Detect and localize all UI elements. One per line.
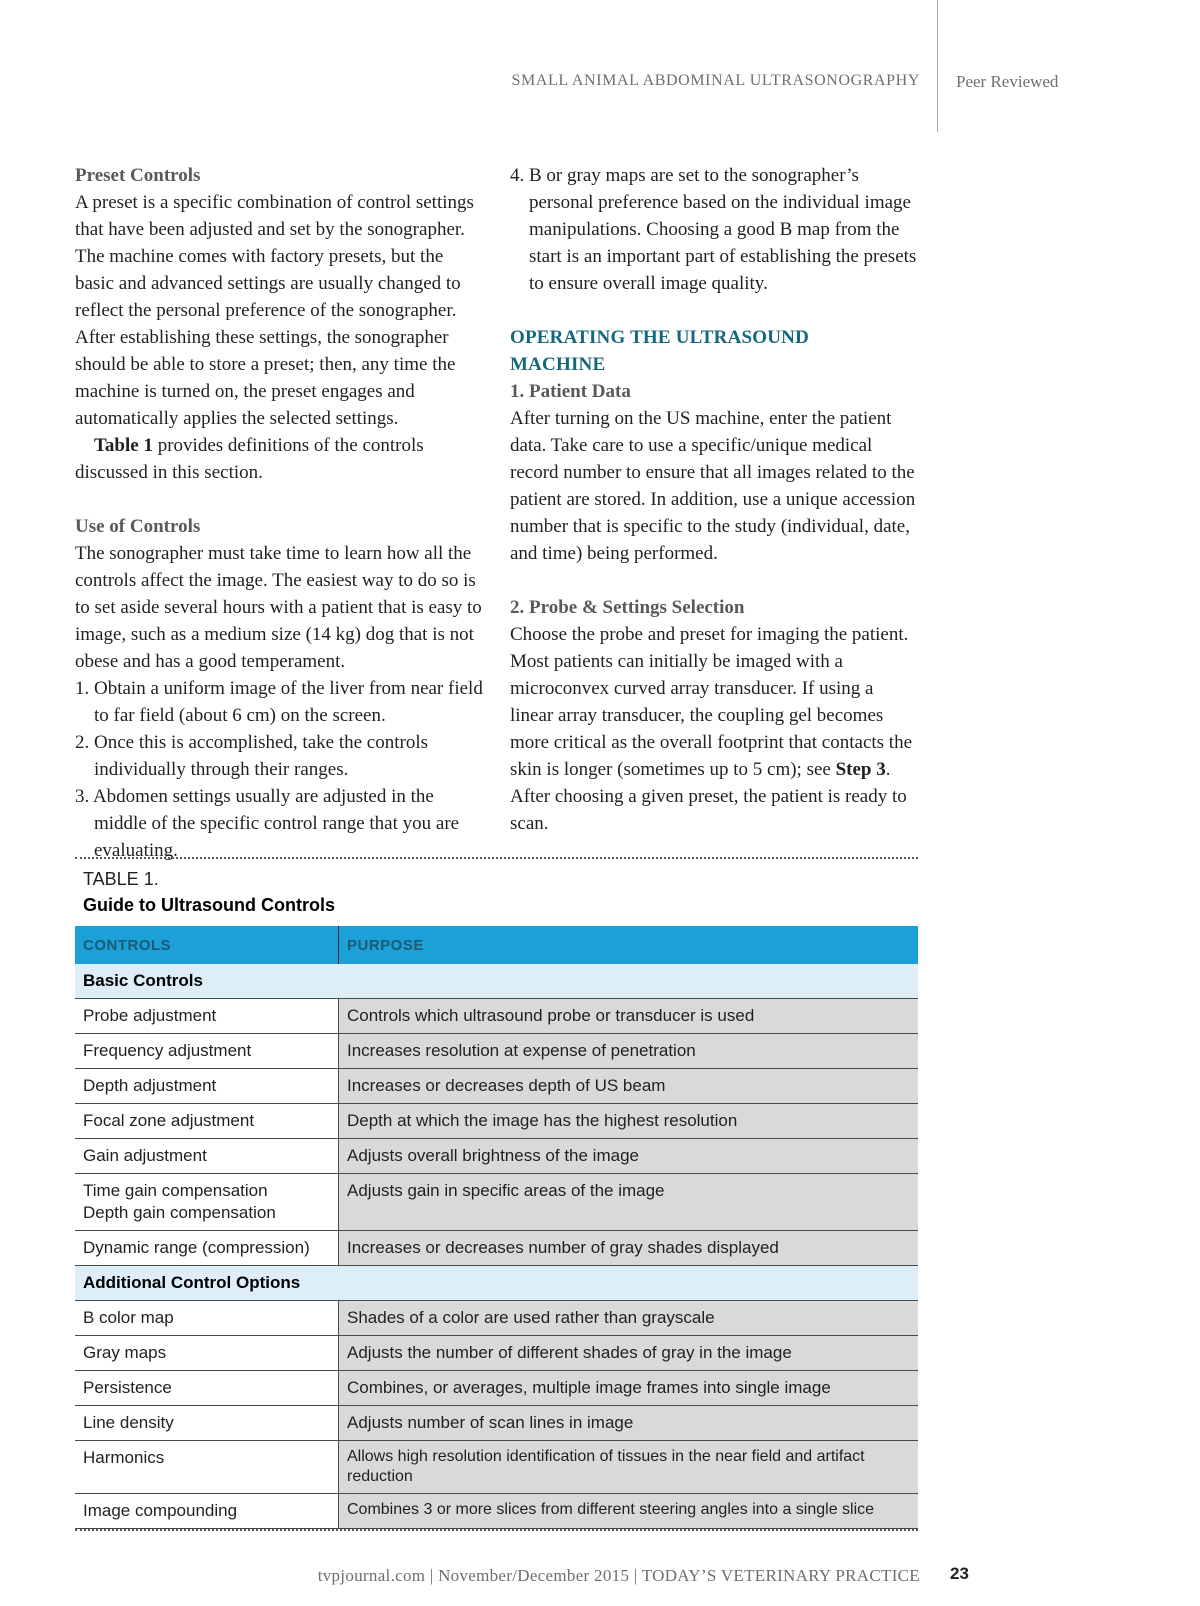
control-cell: Image compounding <box>75 1494 339 1529</box>
probe-text-bold: Step 3 <box>835 759 886 780</box>
footer-text: tvpjournal.com | November/December 2015 | TODAY’S VETERINARY PRACTICE <box>317 1566 920 1585</box>
control-cell: B color map <box>75 1301 339 1336</box>
use-paragraph: The sonographer must take time to learn how all the controls affect the image. The easiest way to do so is to set aside several hours with a patient that is easy to image, such as a medium size (14 kg) dog that is not obese and has a good temperament. <box>75 543 482 672</box>
table-title: Guide to Ultrasound Controls <box>83 895 335 915</box>
table-row <box>75 1406 918 1441</box>
table-row <box>75 1104 918 1139</box>
section-row-basic <box>75 964 918 999</box>
patient-data-paragraph: After turning on the US machine, enter the patient data. Take care to use a specific/unique medical record number to ensure that all images related to the patient are stored. In addition, use a unique accession number that is specific to the study (individual, date, and time) being performed. <box>510 408 916 564</box>
control-cell: Dynamic range (compression) <box>75 1231 339 1266</box>
control-cell: Focal zone adjustment <box>75 1104 339 1139</box>
purpose-cell: Adjusts number of scan lines in image <box>339 1406 919 1441</box>
table-1 <box>75 857 918 1531</box>
purpose-cell: Adjusts gain in specific areas of the image <box>339 1174 919 1231</box>
header-controls: CONTROLS <box>75 926 339 964</box>
control-cell: Harmonics <box>75 1441 339 1494</box>
purpose-cell: Combines 3 or more slices from different steering angles into a single slice <box>339 1494 919 1529</box>
purpose-cell: Increases or decreases depth of US beam <box>339 1069 919 1104</box>
control-cell: Line density <box>75 1406 339 1441</box>
use-of-controls-heading: Use of Controls <box>75 516 201 537</box>
controls-table <box>75 926 918 1529</box>
step-item-4: 4. B or gray maps are set to the sonographer’s personal preference based on the individual image manipulations. Choosing a good B map from the start is an important part of establishing the presets to ensure overall image quality. <box>510 165 917 294</box>
purpose-cell: Adjusts overall brightness of the image <box>339 1139 919 1174</box>
control-line-2: Depth gain compensation <box>83 1203 276 1222</box>
table-label: TABLE 1. <box>83 869 159 889</box>
purpose-cell: Depth at which the image has the highest resolution <box>339 1104 919 1139</box>
table-reference-paragraph <box>75 432 485 486</box>
table-row <box>75 1494 918 1529</box>
control-cell: Persistence <box>75 1371 339 1406</box>
step-item-2: 2. Once this is accomplished, take the controls individually through their ranges. <box>75 732 428 780</box>
purpose-cell: Combines, or averages, multiple image frames into single image <box>339 1371 919 1406</box>
probe-selection-heading: 2. Probe & Settings Selection <box>510 597 745 618</box>
header-purpose: PURPOSE <box>339 926 919 964</box>
peer-reviewed-label: Peer Reviewed <box>956 72 1059 91</box>
table-ref-bold: Table 1 <box>94 435 153 456</box>
table-row <box>75 1139 918 1174</box>
left-column <box>75 162 485 864</box>
probe-selection-paragraph <box>510 621 920 837</box>
purpose-cell: Shades of a color are used rather than grayscale <box>339 1301 919 1336</box>
purpose-cell: Increases or decreases number of gray shades displayed <box>339 1231 919 1266</box>
preset-controls-heading: Preset Controls <box>75 165 201 186</box>
purpose-cell: Controls which ultrasound probe or transducer is used <box>339 999 919 1034</box>
table-row <box>75 1301 918 1336</box>
purpose-cell: Adjusts the number of different shades of gray in the image <box>339 1336 919 1371</box>
table-row <box>75 1174 918 1231</box>
table-row <box>75 1371 918 1406</box>
table-row <box>75 1231 918 1266</box>
page-number: 23 <box>950 1564 969 1583</box>
table-ref-text: provides definitions of the controls discussed in this section. <box>75 435 424 483</box>
step-item-1: 1. Obtain a uniform image of the liver from near field to far field (about 6 cm) on the screen. <box>75 678 483 726</box>
section-basic-label: Basic Controls <box>75 964 918 999</box>
table-row <box>75 999 918 1034</box>
table-row <box>75 1441 918 1494</box>
table-bottom-rule <box>75 1529 918 1531</box>
probe-text-a: Choose the probe and preset for imaging the patient. Most patients can initially be imaged with a microconvex curved array transducer. If using a linear array transducer, the coupling gel becomes more critical as the overall footprint that contacts the skin is longer (sometimes up to 5 cm); see <box>510 624 913 780</box>
section-heading-line-1: OPERATING THE ULTRASOUND <box>510 327 810 348</box>
table-row <box>75 1069 918 1104</box>
step-item-3: 3. Abdomen settings usually are adjusted in the middle of the specific control range that you are evaluating. <box>75 786 460 861</box>
purpose-cell: Increases resolution at expense of penetration <box>339 1034 919 1069</box>
probe-text-b: . After choosing a given preset, the patient is ready to scan. <box>510 759 907 834</box>
preset-paragraph: A preset is a specific combination of control settings that have been adjusted and set by the sonographer. The machine comes with factory presets, but the basic and advanced settings are usually changed to reflect the personal preference of the sonographer. After establishing these settings, the sonographer should be able to store a preset; then, any time the machine is turned on, the preset engages and automatically applies the selected settings. <box>75 192 474 429</box>
section-heading-line-2: MACHINE <box>510 354 606 375</box>
control-cell: Probe adjustment <box>75 999 339 1034</box>
header-divider <box>937 0 938 132</box>
control-line-1: Time gain compensation <box>83 1181 268 1200</box>
control-cell: Frequency adjustment <box>75 1034 339 1069</box>
patient-data-heading: 1. Patient Data <box>510 381 631 402</box>
control-cell: Gray maps <box>75 1336 339 1371</box>
section-additional-label: Additional Control Options <box>75 1266 918 1301</box>
running-head: SMALL ANIMAL ABDOMINAL ULTRASONOGRAPHY <box>511 72 920 89</box>
right-column <box>510 162 920 837</box>
table-header-row <box>75 926 918 964</box>
control-cell: Depth adjustment <box>75 1069 339 1104</box>
control-cell: Gain adjustment <box>75 1139 339 1174</box>
control-cell <box>75 1174 339 1231</box>
table-row <box>75 1034 918 1069</box>
table-row <box>75 1336 918 1371</box>
section-row-additional <box>75 1266 918 1301</box>
purpose-cell: Allows high resolution identification of tissues in the near field and artifact reduction <box>339 1441 919 1494</box>
